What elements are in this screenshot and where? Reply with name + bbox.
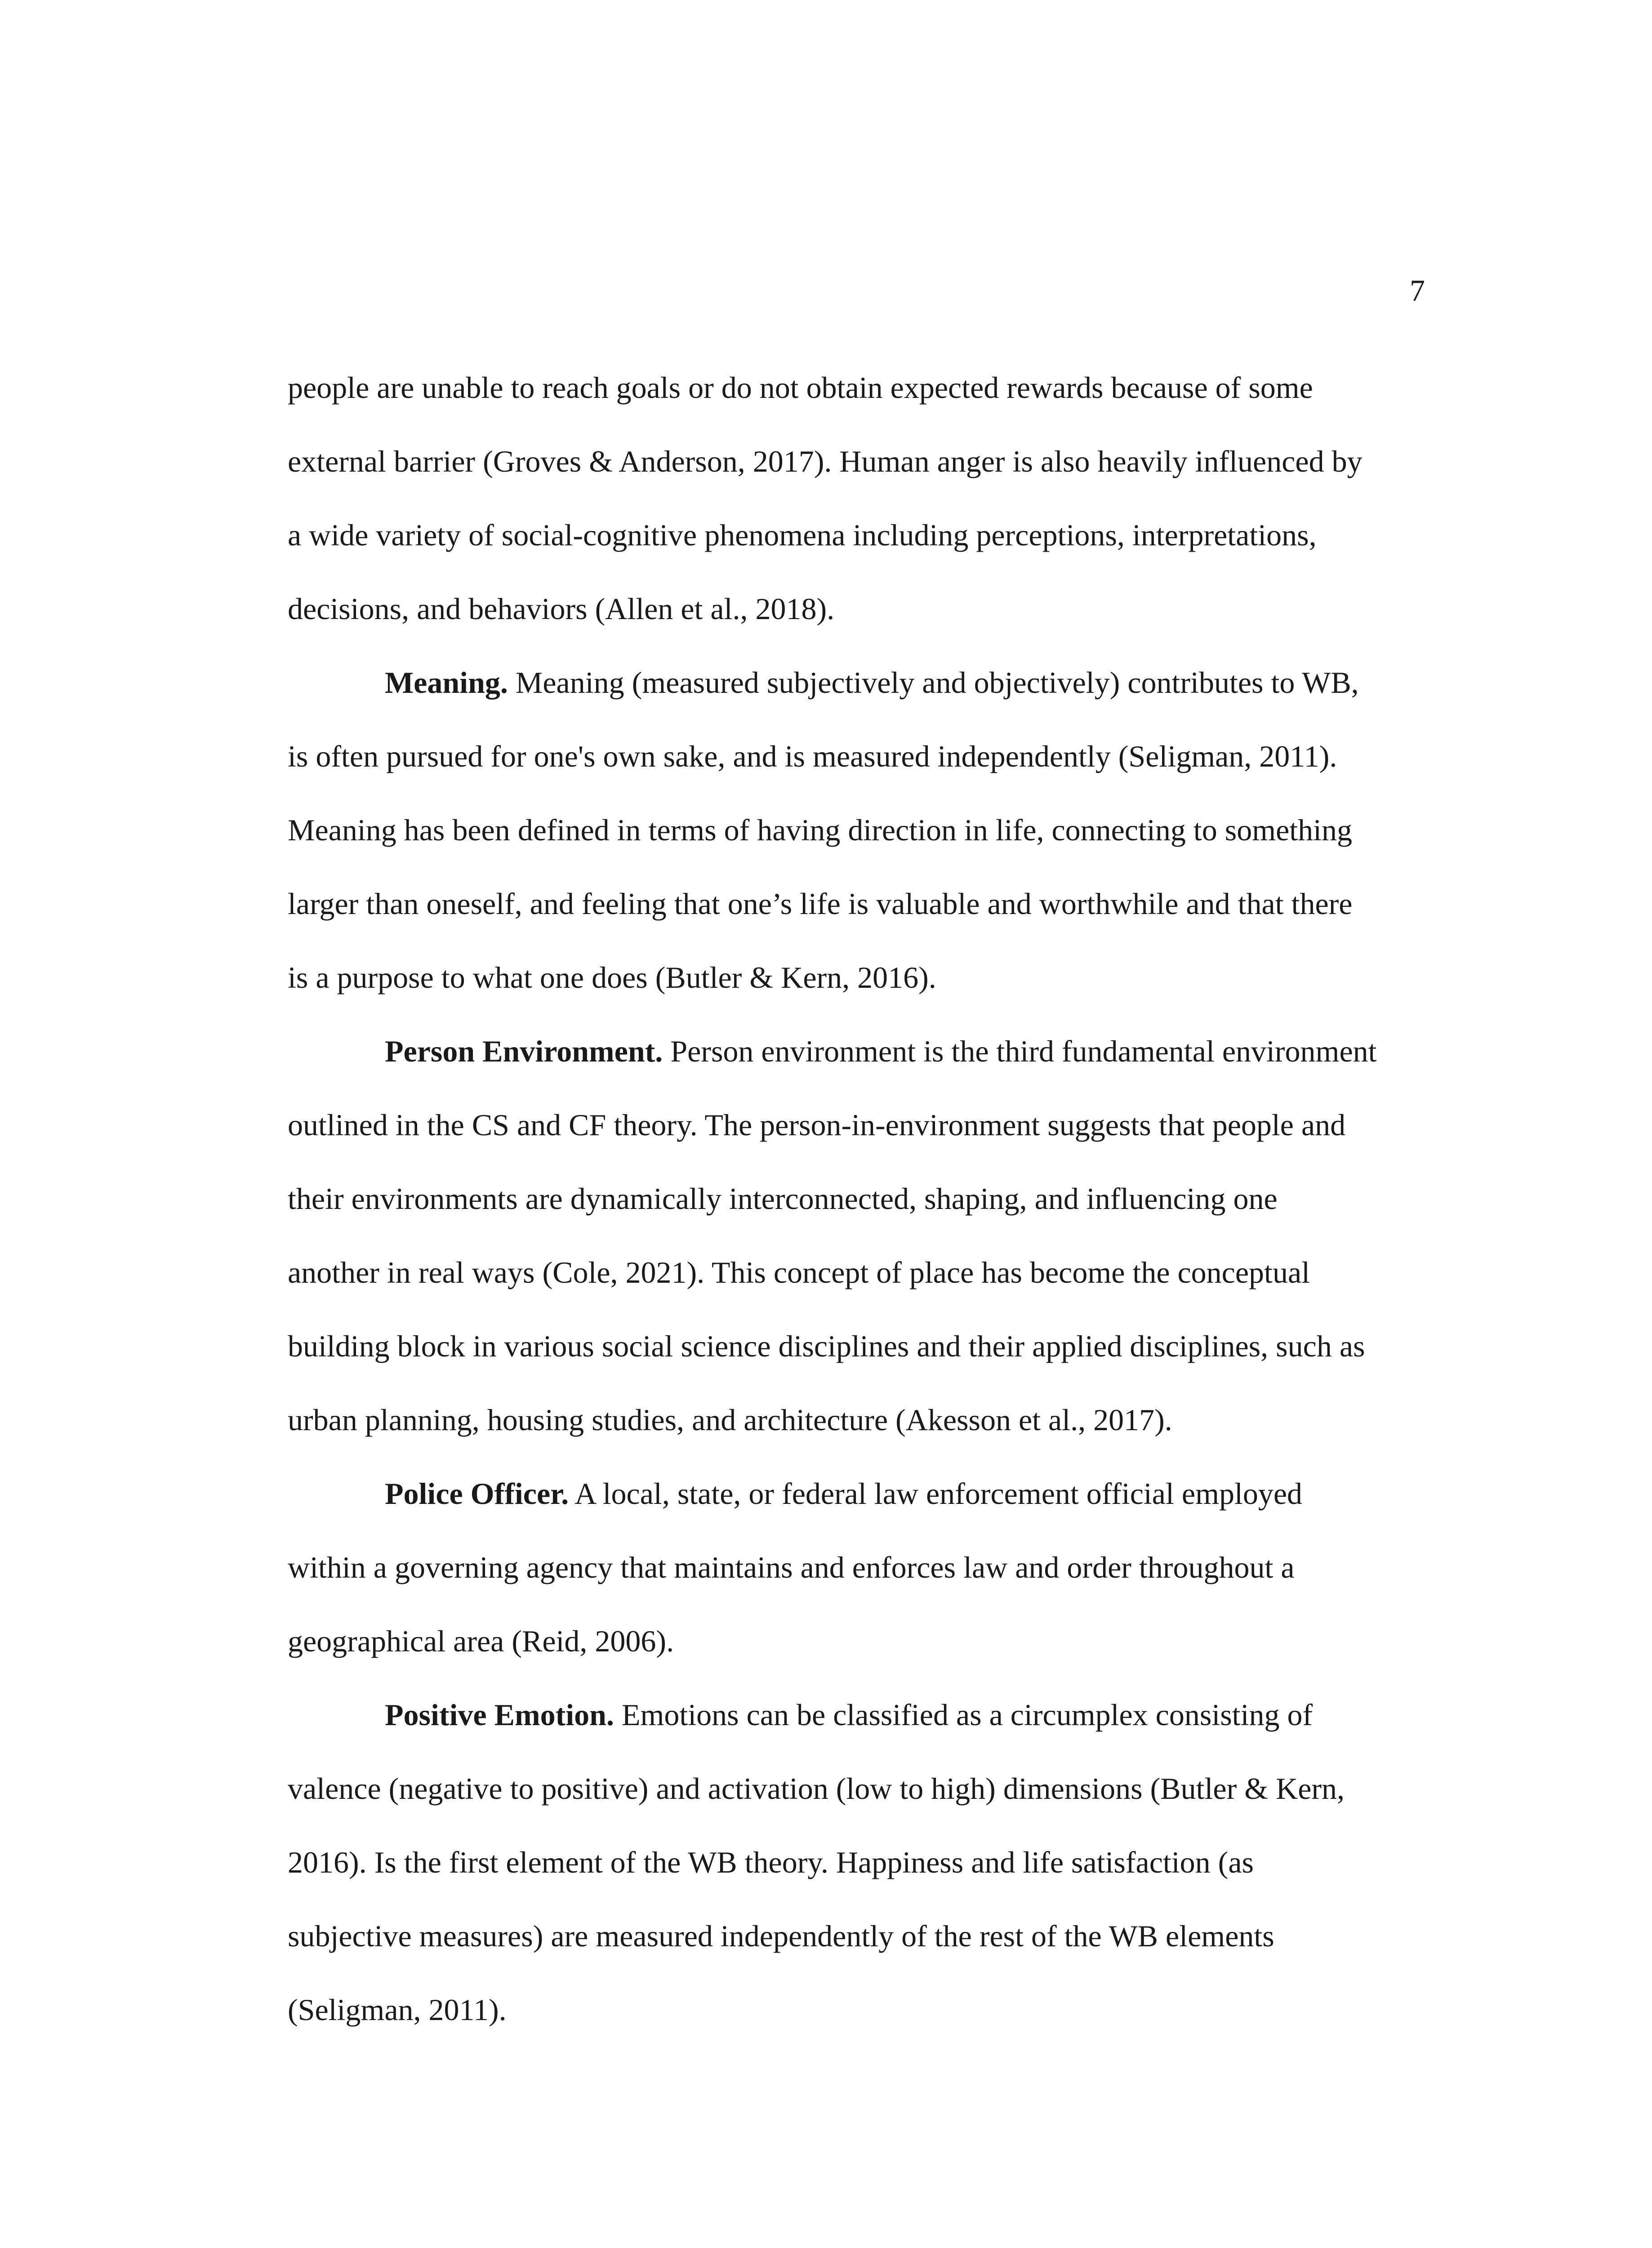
text-line: (Seligman, 2011). <box>288 1993 507 2027</box>
text-line: urban planning, housing studies, and architecture (Akesson et al., 2017). <box>288 1403 1172 1437</box>
text-line: is often pursued for one's own sake, and is measured independently (Seligman, 2011). <box>288 739 1337 773</box>
text-line: valence (negative to positive) and activation (low to high) dimensions (Butler & Kern, <box>288 1771 1345 1806</box>
definition-first-line <box>288 1478 1420 1552</box>
text-line: outlined in the CS and CF theory. The person-in-environment suggests that people and <box>288 1108 1346 1142</box>
text-line: a wide variety of social-cognitive phenomena including perceptions, interpretations, <box>288 518 1317 552</box>
definition-first-line <box>288 667 1420 741</box>
definition-police-officer <box>288 1478 1420 1699</box>
page-number: 7 <box>1410 273 1425 308</box>
term-heading: Person Environment. <box>385 1034 663 1068</box>
text-fragment: Person environment is the third fundamental environment <box>663 1034 1377 1068</box>
definition-first-line <box>288 1699 1420 1773</box>
text-line: larger than oneself, and feeling that one’s life is valuable and worthwhile and that there <box>288 887 1353 921</box>
text-line: subjective measures) are measured independently of the rest of the WB elements <box>288 1919 1274 1953</box>
term-heading: Positive Emotion. <box>385 1698 614 1732</box>
text-fragment: Meaning (measured subjectively and objectively) contributes to WB, <box>508 665 1359 700</box>
term-heading: Meaning. <box>385 665 508 700</box>
text-fragment: Emotions can be classified as a circumplex consisting of <box>614 1698 1313 1732</box>
paragraph-continuation <box>288 372 1420 667</box>
text-line: decisions, and behaviors (Allen et al., 2018). <box>288 592 835 626</box>
text-line: building block in various social science disciplines and their applied disciplines, such as <box>288 1329 1365 1363</box>
text-line: within a governing agency that maintains and enforces law and order throughout a <box>288 1550 1295 1584</box>
definition-person-environment <box>288 1036 1420 1478</box>
text-line: Meaning has been defined in terms of having direction in life, connecting to something <box>288 813 1353 847</box>
text-line: geographical area (Reid, 2006). <box>288 1624 674 1658</box>
text-line: external barrier (Groves & Anderson, 2017). Human anger is also heavily influenced by <box>288 444 1363 478</box>
text-line: 2016). Is the first element of the WB theory. Happiness and life satisfaction (as <box>288 1845 1254 1879</box>
term-heading: Police Officer. <box>385 1476 569 1511</box>
text-line: people are unable to reach goals or do not obtain expected rewards because of some <box>288 370 1313 405</box>
definition-positive-emotion <box>288 1699 1420 2068</box>
text-fragment: A local, state, or federal law enforcement official employed <box>569 1476 1303 1511</box>
definition-meaning <box>288 667 1420 1036</box>
text-line: is a purpose to what one does (Butler & Kern, 2016). <box>288 960 936 995</box>
text-line: another in real ways (Cole, 2021). This concept of place has become the conceptual <box>288 1255 1310 1289</box>
definition-first-line <box>288 1036 1420 1110</box>
document-body <box>288 372 1420 2068</box>
text-line: their environments are dynamically interconnected, shaping, and influencing one <box>288 1182 1278 1216</box>
